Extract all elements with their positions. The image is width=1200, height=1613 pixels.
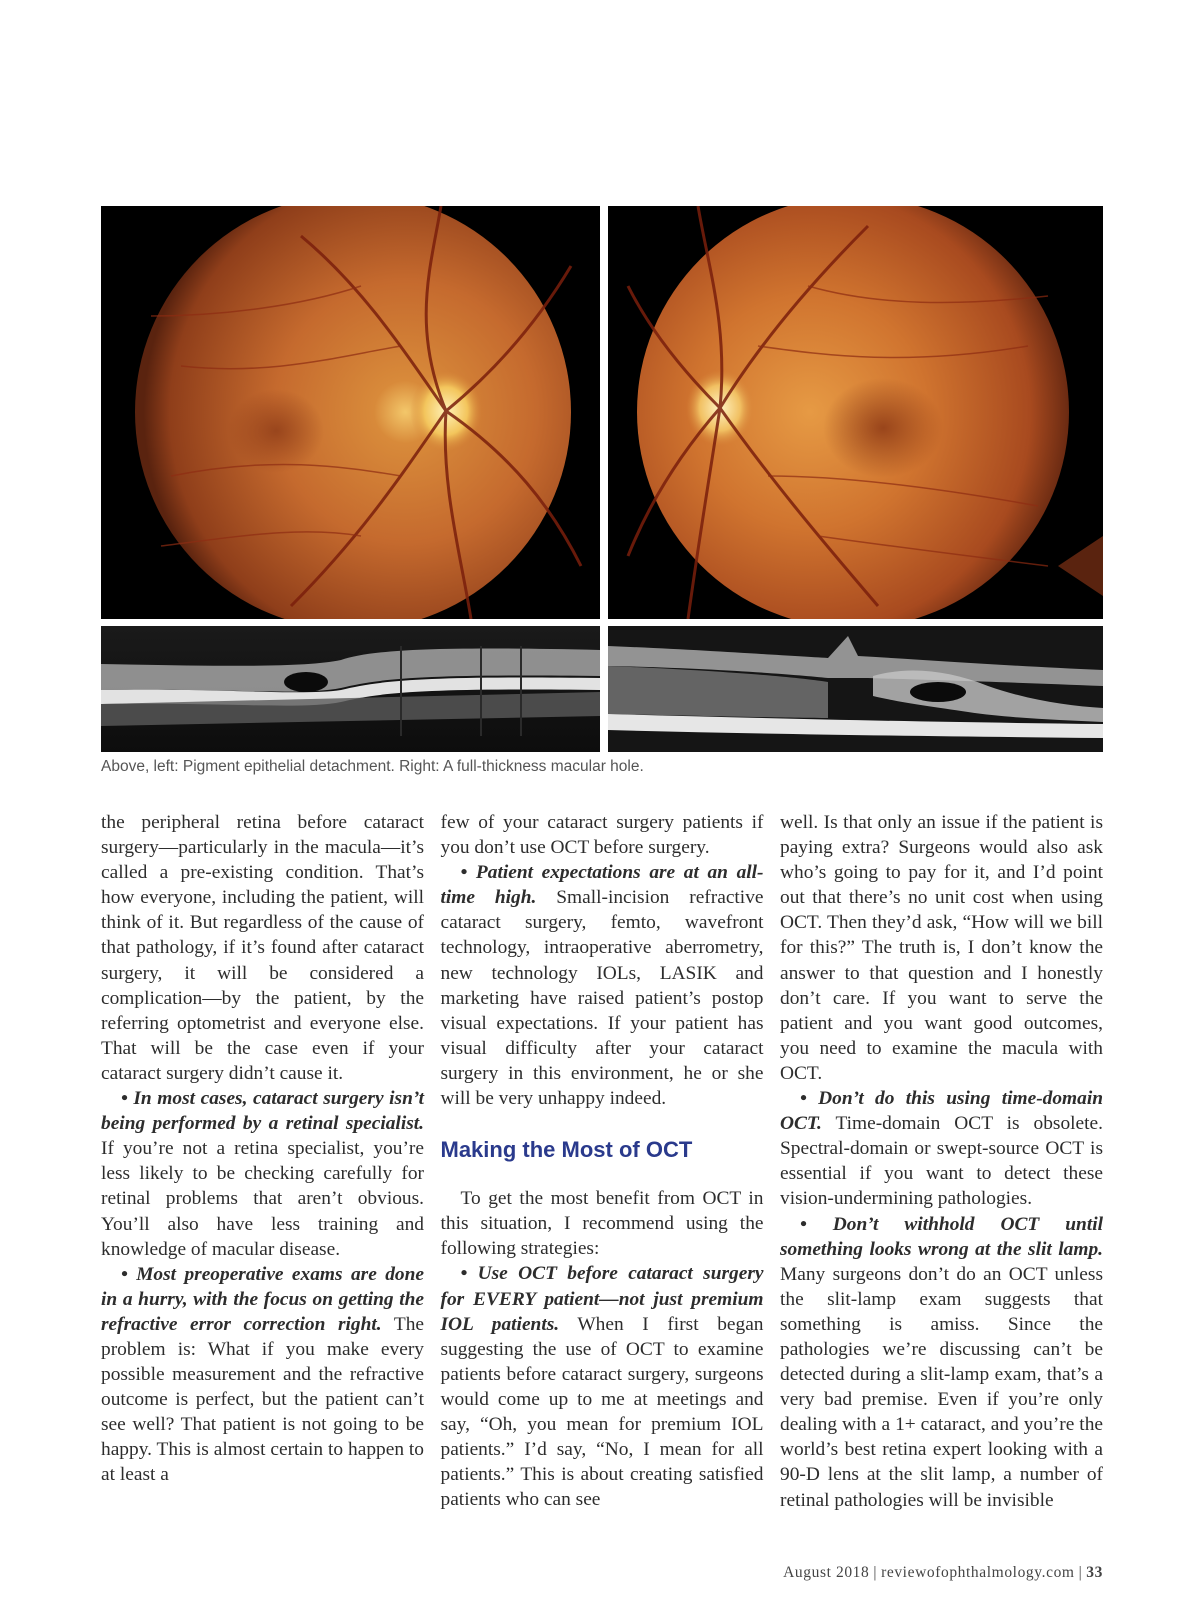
bullet-text: If you’re not a retina specialist, you’re less likely to be checking carefully for retinal problems that aren’t obvious. You’ll also have less training and knowledge of macular disease.	[101, 1138, 424, 1260]
bullet-text: When I first began suggesting the use of OCT to examine patients before cataract surgery, surgeons would come up to me at meetings and say, “Oh, you mean for premium IOL patients.” I’d say, “No, I mean for all patients.” This is about creating satisfied patients who can see	[440, 1313, 764, 1511]
paragraph: To get the most benefit from OCT in this situation, I recommend using the following strategies:	[440, 1188, 764, 1260]
bullet-lead: • Don’t do this using time-domain OCT.	[780, 1088, 1103, 1135]
oct-scan-left	[101, 626, 600, 752]
oct-row	[101, 626, 1103, 752]
paragraph: well. Is that only an issue if the patient is paying extra? Surgeons would also ask who’s going to pay for it, and I’d point out that there’s no unit cost when using OCT. Then they’d ask, “How will we bill for this?” The truth is, I don’t know the answer to that question and I honestly don’t care. If you want to serve the patient and you want good outcomes, you need to examine the macula with OCT.	[780, 812, 1103, 1084]
bullet-text: Small-incision refractive cataract surgery, femto, wavefront technology, intraoperative aberrometry, new technology IOLs, LASIK and marketing have raised patient’s postop visual expectations. If your patient has visual difficulty after your cataract surgery in this environment, he or she will be very unhappy indeed.	[440, 887, 764, 1110]
footer-date: August 2018	[783, 1564, 870, 1581]
column-3	[780, 810, 1103, 1513]
article-columns	[101, 810, 1103, 1513]
bullet-lead: • Most preoperative exams are done in a hurry, with the focus on getting the refractive error correction right.	[101, 1263, 424, 1335]
footer-separator: |	[873, 1564, 878, 1581]
column-1	[101, 810, 424, 1513]
bullet-text: Time-domain OCT is obsolete. Spectral-domain or swept-source OCT is essential if you want to detect these vision-undermining pathologies.	[780, 1113, 1103, 1210]
page-footer	[783, 1564, 1103, 1582]
bullet-paragraph	[101, 1086, 424, 1262]
bullet-paragraph	[780, 1086, 1103, 1211]
bullet-text: Many surgeons don’t do an OCT unless the slit-lamp exam suggests that something is amiss. Since the pathologies we’re discussing can’t be detected during a slit-lamp exam, that’s a very bad premise. Even if you’re only dealing with a 1+ cataract, and you’re the world’s best retina expert looking with a 90-D lens at the slit lamp, a number of retinal pathologies will be invisible	[780, 1263, 1103, 1511]
figure-caption: Above, left: Pigment epithelial detachment. Right: A full-thickness macular hole.	[101, 758, 644, 775]
bullet-lead: • Use OCT before cataract surgery for EVERY patient—not just premium IOL patients.	[440, 1263, 764, 1335]
section-heading: Making the Most of OCT	[440, 1137, 693, 1163]
bullet-lead: • In most cases, cataract surgery isn’t being performed by a retinal specialist.	[101, 1088, 424, 1135]
paragraph: the peripheral retina before cataract surgery—particularly in the macula—it’s called a pre-existing condition. That’s how everyone, including the patient, will think of it. But regardless of the cause of that pathology, if it’s found after cataract surgery, it will be considered a complication—by the patient, by the referring optometrist and everyone else. That will be the case even if your cataract surgery didn’t cause it.	[101, 812, 424, 1084]
bullet-paragraph	[441, 860, 764, 1111]
bullet-lead: • Patient expectations are at an all-time high.	[440, 862, 764, 909]
footer-site: reviewofophthalmology.com	[881, 1564, 1075, 1581]
footer-separator: |	[1078, 1564, 1083, 1581]
figure-block	[101, 206, 1103, 752]
bullet-paragraph	[441, 1261, 764, 1512]
column-2	[441, 810, 764, 1513]
bullet-lead: • Don’t withhold OCT until something looks wrong at the slit lamp.	[780, 1213, 1103, 1260]
oct-scan-right	[608, 626, 1103, 752]
fundus-photo-left	[101, 206, 600, 619]
bullet-paragraph	[780, 1212, 1103, 1513]
bullet-text: The problem is: What if you make every possible measurement and the refractive outcome is perfect, but the patient can’t see well? That patient is not going to be happy. This is almost certain to happen to at least a	[101, 1313, 424, 1486]
fundus-photo-right	[608, 206, 1103, 619]
page-number: 33	[1086, 1564, 1103, 1581]
paragraph: few of your cataract surgery patients if you don’t use OCT before surgery.	[440, 812, 764, 859]
bullet-paragraph	[101, 1262, 424, 1488]
fundus-row	[101, 206, 1103, 619]
